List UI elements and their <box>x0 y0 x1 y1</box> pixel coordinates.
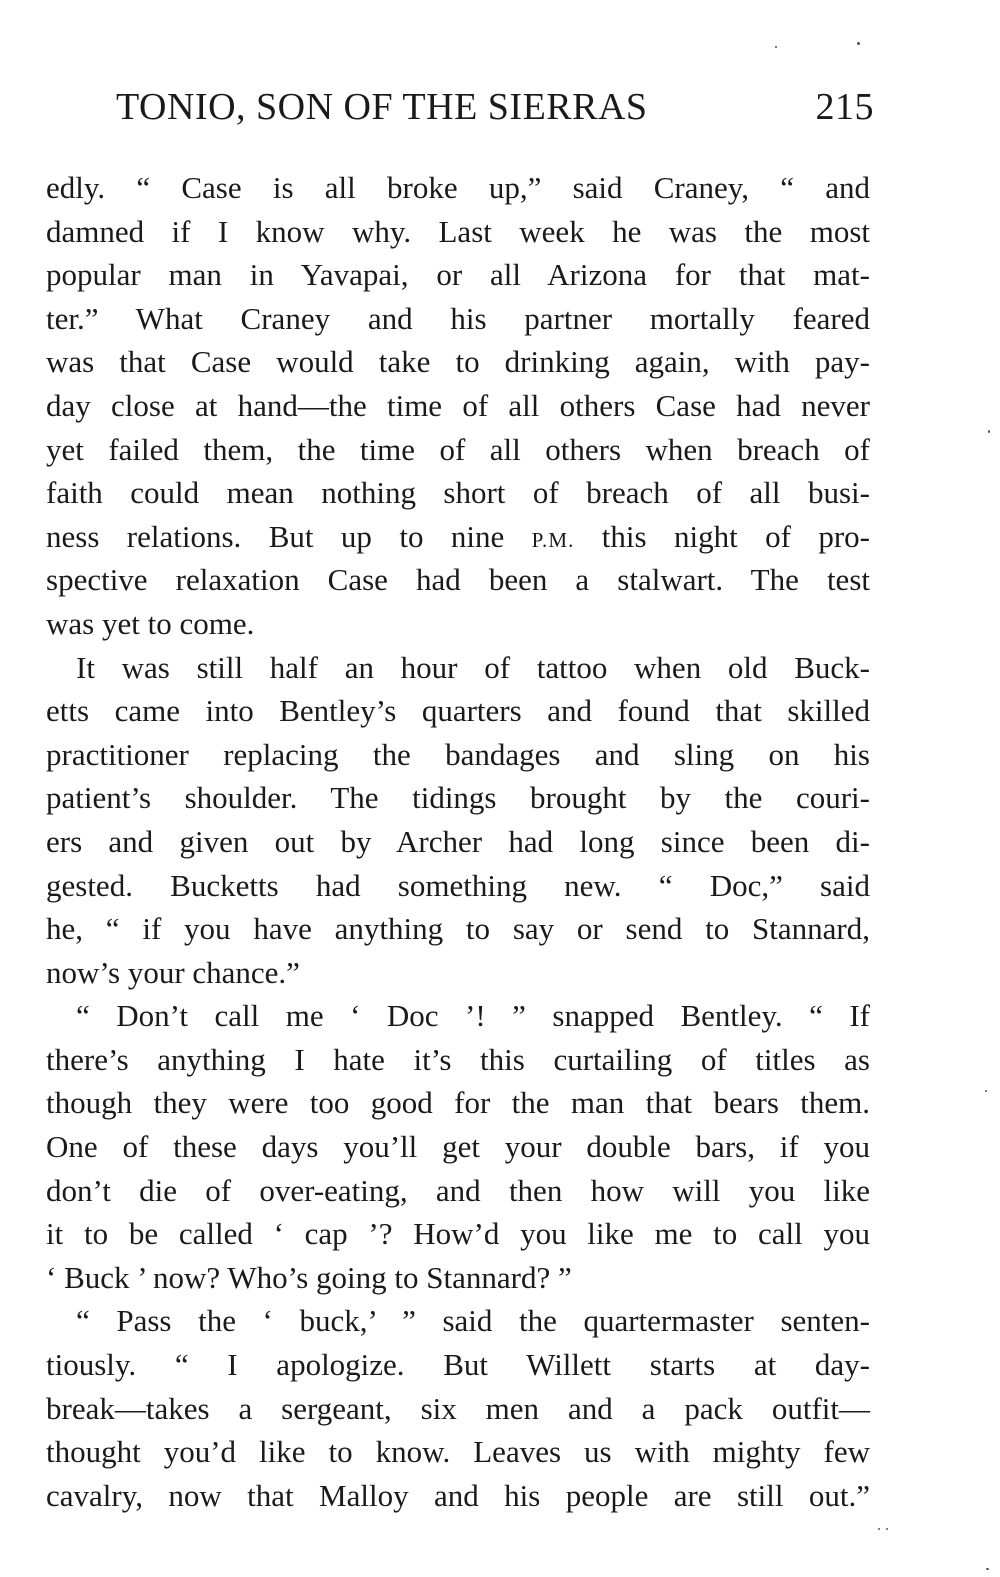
text-line: it to be called ‘ cap ’? How’d you like me to call you <box>46 1216 870 1252</box>
body-text <box>46 166 870 1517</box>
text-line: It was still half an hour of tattoo when old Buck- <box>76 649 870 685</box>
text-line: One of these days you’ll get your double bars, if you <box>46 1129 870 1165</box>
text-line: don’t die of over-eating, and then how will you like <box>46 1172 870 1208</box>
scan-speck <box>985 1090 987 1092</box>
text-segment: this night of pro- <box>574 518 870 554</box>
text-line: cavalry, now that Malloy and his people are still out.” <box>46 1477 870 1513</box>
text-line: was yet to come. <box>46 605 255 641</box>
text-line: “ Pass the ‘ buck,’ ” said the quartermaster senten- <box>76 1303 870 1339</box>
text-line: etts came into Bentley’s quarters and found that skilled <box>46 693 870 729</box>
paragraph <box>46 166 870 646</box>
scan-speck <box>988 430 990 433</box>
running-head <box>116 84 874 130</box>
scan-speck <box>857 42 860 45</box>
text-line: yet failed them, the time of all others when breach of <box>46 431 870 467</box>
text-segment: ness relations. But up to nine <box>46 518 532 554</box>
text-line: there’s anything I hate it’s this curtailing of titles as <box>46 1041 870 1077</box>
text-line: patient’s shoulder. The tidings brought by the couri- <box>46 780 870 816</box>
text-line: ‘ Buck ’ now? Who’s going to Stannard? ” <box>46 1259 572 1295</box>
text-line: gested. Bucketts had something new. “ Doc,” said <box>46 867 870 903</box>
text-line: spective relaxation Case had been a stalwart. The test <box>46 562 870 598</box>
scan-speck <box>775 46 777 48</box>
text-line: practitioner replacing the bandages and sling on his <box>46 736 870 772</box>
text-line <box>46 515 870 559</box>
text-line: damned if I know why. Last week he was the most <box>46 213 870 249</box>
paragraph <box>46 1299 870 1517</box>
text-line: thought you’d like to know. Leaves us with mighty few <box>46 1434 870 1470</box>
paragraph <box>46 646 870 995</box>
text-line: day close at hand—the time of all others Case had never <box>46 387 870 423</box>
scan-speck <box>886 1528 888 1530</box>
text-line: popular man in Yavapai, or all Arizona for that mat- <box>46 257 870 293</box>
text-line: ers and given out by Archer had long since been di- <box>46 823 870 859</box>
page-number: 215 <box>815 86 874 128</box>
text-line: “ Don’t call me ‘ Doc ’! ” snapped Bentley. “ If <box>76 998 870 1034</box>
text-line: though they were too good for the man that bears them. <box>46 1085 870 1121</box>
text-line: now’s your chance.” <box>46 954 300 990</box>
paragraph <box>46 994 870 1299</box>
scan-speck <box>878 1528 880 1530</box>
running-title: TONIO, SON OF THE SIERRAS <box>116 86 648 128</box>
text-line: faith could mean nothing short of breach of all busi- <box>46 475 870 511</box>
text-line: tiously. “ I apologize. But Willett starts at day- <box>46 1347 870 1383</box>
small-caps-time: P.M. <box>531 527 575 552</box>
text-line: was that Case would take to drinking again, with pay- <box>46 344 870 380</box>
text-line: break—takes a sergeant, six men and a pack outfit— <box>46 1390 870 1426</box>
text-line: edly. “ Case is all broke up,” said Craney, “ and <box>46 170 870 205</box>
text-line: he, “ if you have anything to say or send to Stannard, <box>46 911 870 947</box>
scan-speck <box>986 1568 989 1570</box>
text-line: ter.” What Craney and his partner mortally feared <box>46 300 870 336</box>
